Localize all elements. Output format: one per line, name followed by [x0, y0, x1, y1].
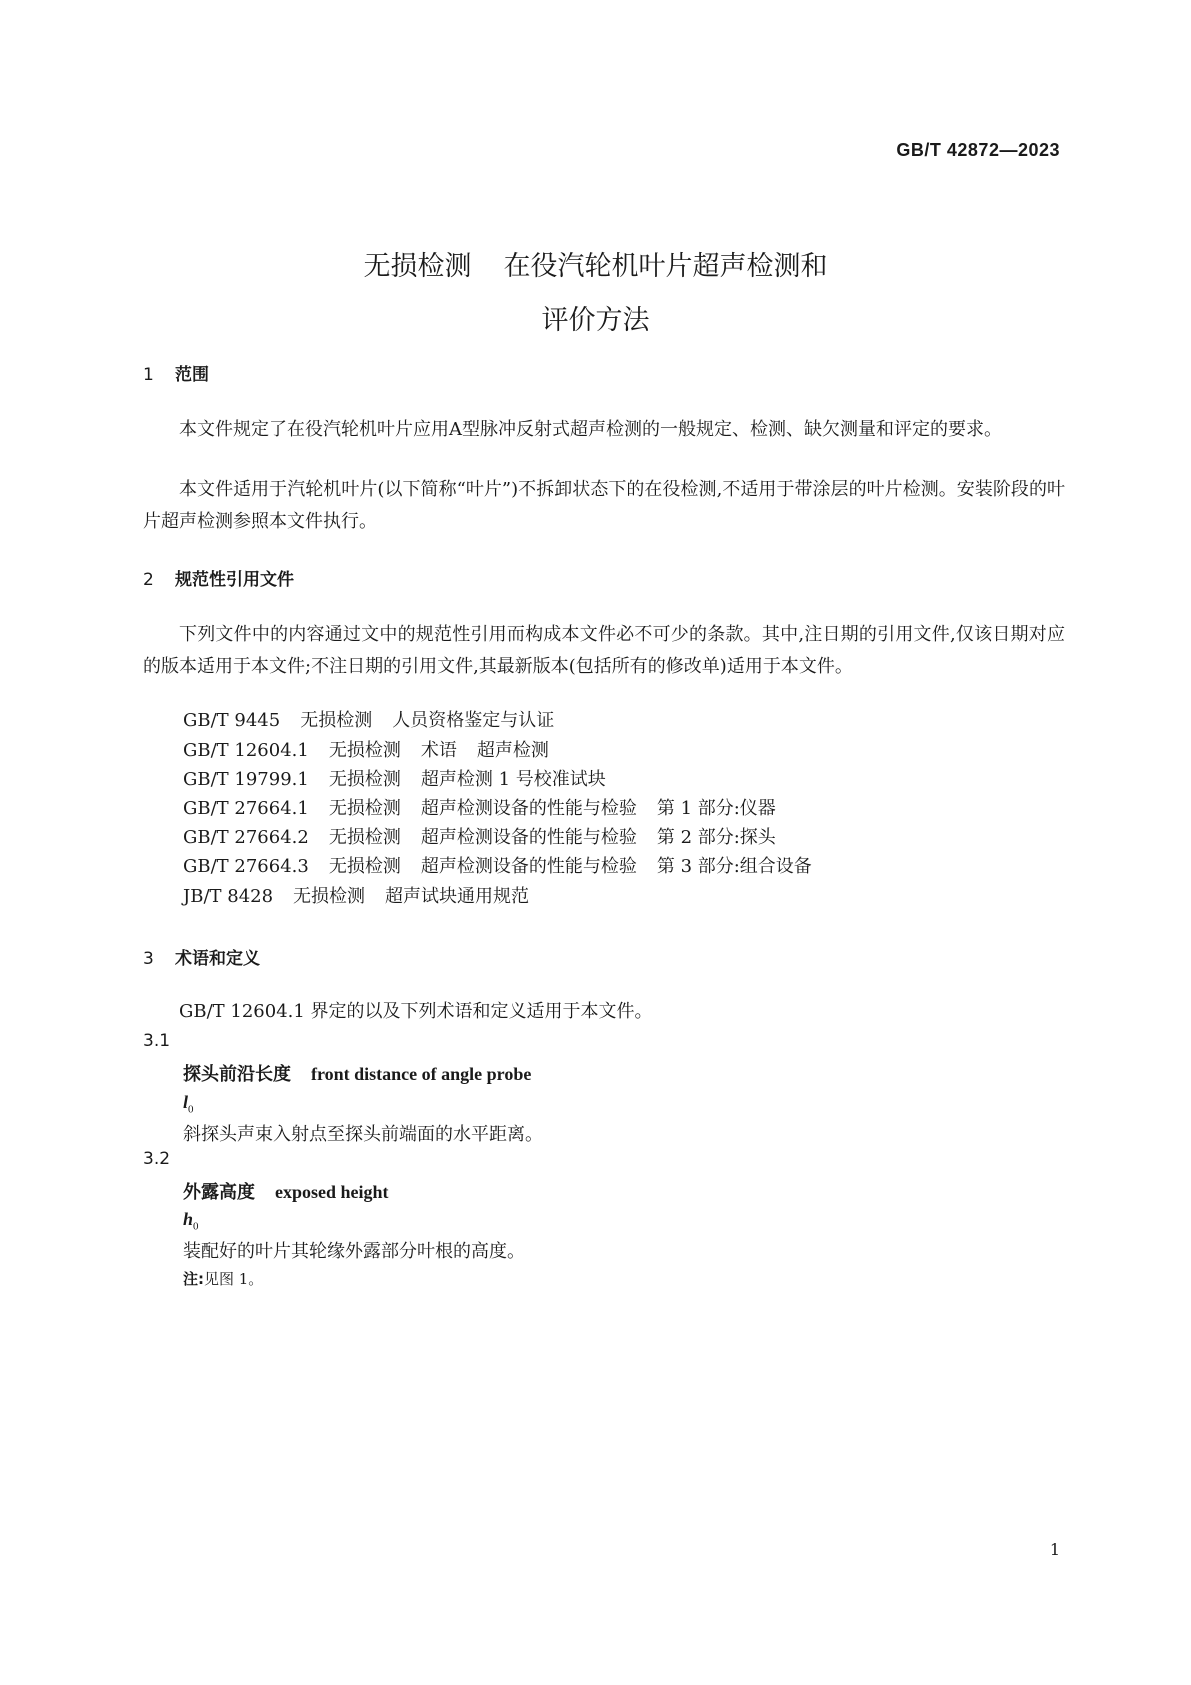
symbol-letter: l: [183, 1092, 189, 1112]
section-number: 3: [143, 949, 154, 969]
page-number: 1: [1049, 1540, 1060, 1559]
reference-title-c: 第 1 部分:仪器: [656, 798, 776, 819]
section-1-paragraph-2: 本文件适用于汽轮机叶片(以下简称“叶片”)不拆卸状态下的在役检测,不适用于带涂层的叶片检测。安装阶段的叶片超声检测参照本文件执行。: [143, 479, 1065, 532]
term-symbol: [183, 1209, 199, 1233]
reference-code: GB/T 27664.2: [183, 827, 309, 848]
reference-title-a: 无损检测: [328, 769, 401, 790]
reference-title-a: 无损检测: [293, 886, 366, 907]
symbol-letter: h: [183, 1209, 194, 1229]
term-definition: 装配好的叶片其轮缘外露部分叶根的高度。: [183, 1241, 525, 1262]
reference-title-b: 超声检测 1 号校准试块: [420, 769, 606, 790]
section-number: 2: [143, 570, 154, 590]
reference-code: GB/T 27664.1: [183, 798, 309, 819]
reference-code: GB/T 9445: [183, 710, 281, 731]
reference-title-b: 超声试块通用规范: [385, 886, 530, 907]
reference-item: [183, 823, 776, 853]
title-part-a: 无损检测: [363, 251, 472, 282]
reference-title-a: 无损检测: [328, 856, 401, 877]
title-line-2: 评价方法: [541, 305, 650, 336]
symbol-subscript: 0: [188, 1103, 194, 1116]
reference-item: [183, 794, 776, 824]
title-part-b: 在役汽轮机叶片超声检测和: [503, 251, 828, 282]
note-text: 见图 1。: [204, 1270, 264, 1288]
reference-title-b: 超声检测设备的性能与检验: [420, 856, 637, 877]
reference-item: [183, 882, 529, 912]
clause-number: 3.2: [143, 1149, 171, 1169]
term-chinese: 外露高度: [183, 1182, 255, 1203]
clause-number: 3.1: [143, 1031, 171, 1051]
section-1-paragraph-1: 本文件规定了在役汽轮机叶片应用A型脉冲反射式超声检测的一般规定、检测、缺欠测量和评定的要求。: [179, 419, 1002, 440]
section-title: 范围: [175, 365, 209, 385]
reference-code: GB/T 12604.1: [183, 740, 309, 761]
section-1-heading: [143, 360, 209, 385]
reference-title-a: 无损检测: [328, 827, 401, 848]
reference-title-b: 超声检测设备的性能与检验: [420, 798, 637, 819]
reference-title-a: 无损检测: [328, 798, 401, 819]
term-chinese: 探头前沿长度: [183, 1064, 291, 1085]
reference-item: [183, 736, 549, 766]
section-title: 术语和定义: [175, 949, 260, 969]
term-entry: [183, 1060, 531, 1086]
term-english: front distance of angle probe: [311, 1064, 532, 1084]
section-3-heading: [143, 944, 260, 969]
term-symbol: [183, 1092, 194, 1116]
section-3-paragraph-1: GB/T 12604.1 界定的以及下列术语和定义适用于本文件。: [179, 1001, 653, 1022]
reference-title-c: 超声检测: [476, 740, 549, 761]
reference-item: [183, 852, 812, 882]
standard-code: GB/T 42872—2023: [896, 140, 1060, 160]
note-label: 注:: [183, 1270, 204, 1288]
reference-code: GB/T 27664.3: [183, 856, 309, 877]
reference-title-c: 第 2 部分:探头: [656, 827, 776, 848]
term-note: [183, 1268, 263, 1289]
section-2-paragraph-1: 下列文件中的内容通过文中的规范性引用而构成本文件必不可少的条款。其中,注日期的引用文件,仅该日期对应的版本适用于本文件;不注日期的引用文件,其最新版本(包括所有的修改单)适用于本文件。: [143, 624, 1065, 677]
term-definition: 斜探头声束入射点至探头前端面的水平距离。: [183, 1124, 543, 1145]
reference-code: GB/T 19799.1: [183, 769, 309, 790]
reference-title-b: 术语: [420, 740, 457, 761]
term-entry: [183, 1178, 389, 1204]
document-title: [0, 240, 1191, 348]
reference-title-a: 无损检测: [328, 740, 401, 761]
reference-title-b: 人员资格鉴定与认证: [392, 710, 555, 731]
reference-title-b: 超声检测设备的性能与检验: [420, 827, 637, 848]
reference-item: [183, 706, 554, 736]
symbol-subscript: 0: [193, 1220, 199, 1233]
section-number: 1: [143, 365, 154, 385]
title-line-1: [0, 240, 1191, 294]
section-2-heading: [143, 565, 294, 590]
reference-code: JB/T 8428: [183, 886, 274, 907]
term-english: exposed height: [275, 1182, 389, 1202]
reference-item: [183, 765, 606, 795]
section-title: 规范性引用文件: [175, 570, 294, 590]
reference-title-c: 第 3 部分:组合设备: [656, 856, 812, 877]
reference-title-a: 无损检测: [300, 710, 373, 731]
